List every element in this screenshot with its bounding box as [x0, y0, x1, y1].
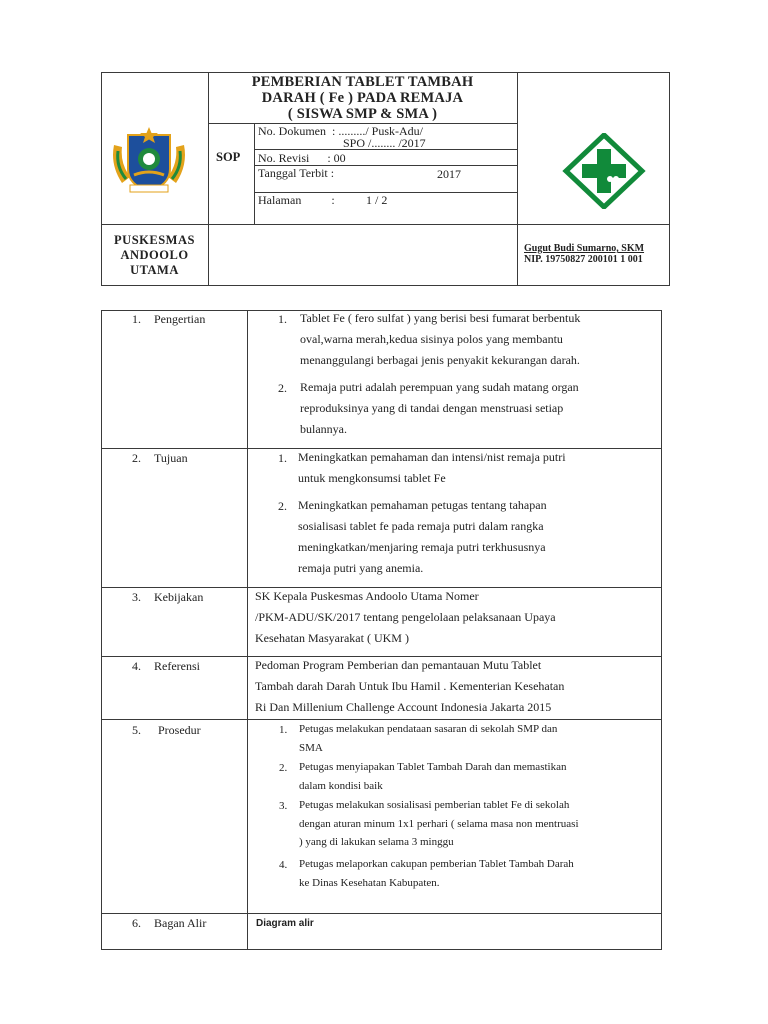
- org-line: UTAMA: [130, 263, 179, 277]
- section-number: 3.: [132, 590, 141, 604]
- text-line: ke Dinas Kesehatan Kabupaten.: [299, 876, 440, 889]
- text-line: Meningkatkan pemahaman dan intensi/nist remaja putri: [298, 450, 566, 464]
- section-text: [255, 586, 655, 649]
- text-line: untuk mengkonsumsi tablet Fe: [298, 471, 446, 485]
- text-line: sosialisasi tablet fe pada remaja putri dalam rangka: [298, 519, 544, 533]
- section-label: Bagan Alir: [154, 916, 207, 930]
- text-line: dengan aturan minum 1x1 perhari ( selama masa non mentruasi: [299, 817, 579, 830]
- list-number: 1.: [279, 724, 288, 736]
- section-label: Prosedur: [158, 723, 201, 737]
- text-line: meningkatkan/menjaring remaja putri terkhususnya: [298, 540, 546, 554]
- list-item: [299, 796, 654, 852]
- text-line: Petugas melakukan pendataan sasaran di sekolah SMP dan: [299, 723, 558, 735]
- title-line: DARAH ( Fe ) PADA REMAJA: [261, 90, 464, 106]
- org-line: PUSKESMAS: [114, 233, 195, 247]
- text-line: Pedoman Program Pemberian dan pemantauan Mutu Tablet: [255, 658, 542, 672]
- list-item: [299, 720, 654, 757]
- title-line: ( SISWA SMP & SMA ): [287, 106, 438, 122]
- list-number: 2.: [278, 381, 287, 395]
- text-line: Kesehatan Masyarakat ( UKM ): [255, 631, 409, 645]
- text-line: Petugas menyiapakan Tablet Tambah Darah dan memastikan: [299, 761, 567, 773]
- text-line: menanggulangi berbagai jenis penyakit kekurangan darah.: [300, 353, 580, 367]
- list-number: 2.: [279, 762, 288, 774]
- list-number: 1.: [278, 312, 287, 326]
- list-item: [300, 308, 654, 371]
- text-line: remaja putri yang anemia.: [298, 561, 424, 575]
- text-line: Ri Dan Millenium Challenge Account Indonesia Jakarta 2015: [255, 700, 552, 714]
- doc-number-line1: No. Dokumen : ........./ Pusk-Adu/: [258, 124, 423, 138]
- section-label: Referensi: [154, 659, 200, 673]
- section-label: Tujuan: [154, 451, 188, 465]
- text-line: Petugas melaporkan cakupan pemberian Tablet Tambah Darah: [299, 858, 574, 870]
- list-item: [299, 758, 654, 795]
- section-number: 2.: [132, 451, 141, 465]
- page-label: Halaman :: [258, 193, 335, 207]
- flowchart-label: Diagram alir: [256, 918, 314, 929]
- page-value: 1 / 2: [366, 193, 388, 207]
- list-number: 2.: [278, 499, 287, 513]
- list-number: 1.: [278, 451, 287, 465]
- organization-name: [101, 233, 208, 278]
- section-number: 1.: [132, 312, 141, 326]
- list-item: [300, 377, 654, 440]
- text-line: /PKM-ADU/SK/2017 tentang pengelolaan pelaksanaan Upaya: [255, 610, 556, 624]
- date-value: 2017: [437, 167, 461, 181]
- list-item: [299, 855, 654, 892]
- date-label: Tanggal Terbit :: [258, 166, 335, 180]
- section-number: 6.: [132, 916, 141, 930]
- text-line: Tambah darah Darah Untuk Ibu Hamil . Kementerian Kesehatan: [255, 679, 565, 693]
- text-line: SMA: [299, 741, 323, 754]
- text-line: SK Kepala Puskesmas Andoolo Utama Nomer: [255, 589, 479, 603]
- doc-number-line2: SPO /........ /2017: [343, 136, 426, 150]
- text-line: bulannya.: [300, 422, 347, 436]
- list-item: [298, 447, 654, 489]
- section-label: Kebijakan: [154, 590, 204, 604]
- signer-nip: NIP. 19750827 200101 1 001: [524, 254, 643, 265]
- text-line: Petugas melakukan sosialisasi pemberian tablet Fe di sekolah: [299, 799, 570, 811]
- document-title: [208, 74, 517, 122]
- text-line: dalam kondisi baik: [299, 779, 383, 792]
- puskesmas-cross-icon: [562, 133, 646, 209]
- org-line: ANDOOLO: [120, 248, 189, 262]
- sop-label: SOP: [216, 150, 241, 164]
- list-number: 4.: [279, 859, 288, 871]
- section-text: [255, 655, 655, 718]
- text-line: reproduksinya yang di tandai dengan menstruasi setiap: [300, 401, 564, 415]
- section-number: 5.: [132, 723, 141, 737]
- signer-name: Gugut Budi Sumarno, SKM: [524, 243, 645, 254]
- regency-crest-icon: [108, 125, 190, 197]
- text-line: Tablet Fe ( fero sulfat ) yang berisi besi fumarat berbentuk: [300, 311, 581, 325]
- text-line: oval,warna merah,kedua sisinya polos yang membantu: [300, 332, 563, 346]
- list-number: 3.: [279, 800, 288, 812]
- text-line: Remaja putri adalah perempuan yang sudah matang organ: [300, 380, 579, 394]
- section-label: Pengertian: [154, 312, 206, 326]
- list-item: [298, 495, 654, 579]
- text-line: Meningkatkan pemahaman petugas tentang tahapan: [298, 498, 547, 512]
- section-number: 4.: [132, 659, 141, 673]
- revision-field: No. Revisi : 00: [258, 151, 346, 165]
- title-line: PEMBERIAN TABLET TAMBAH: [251, 74, 474, 90]
- text-line: ) yang di lakukan selama 3 minggu: [299, 836, 454, 848]
